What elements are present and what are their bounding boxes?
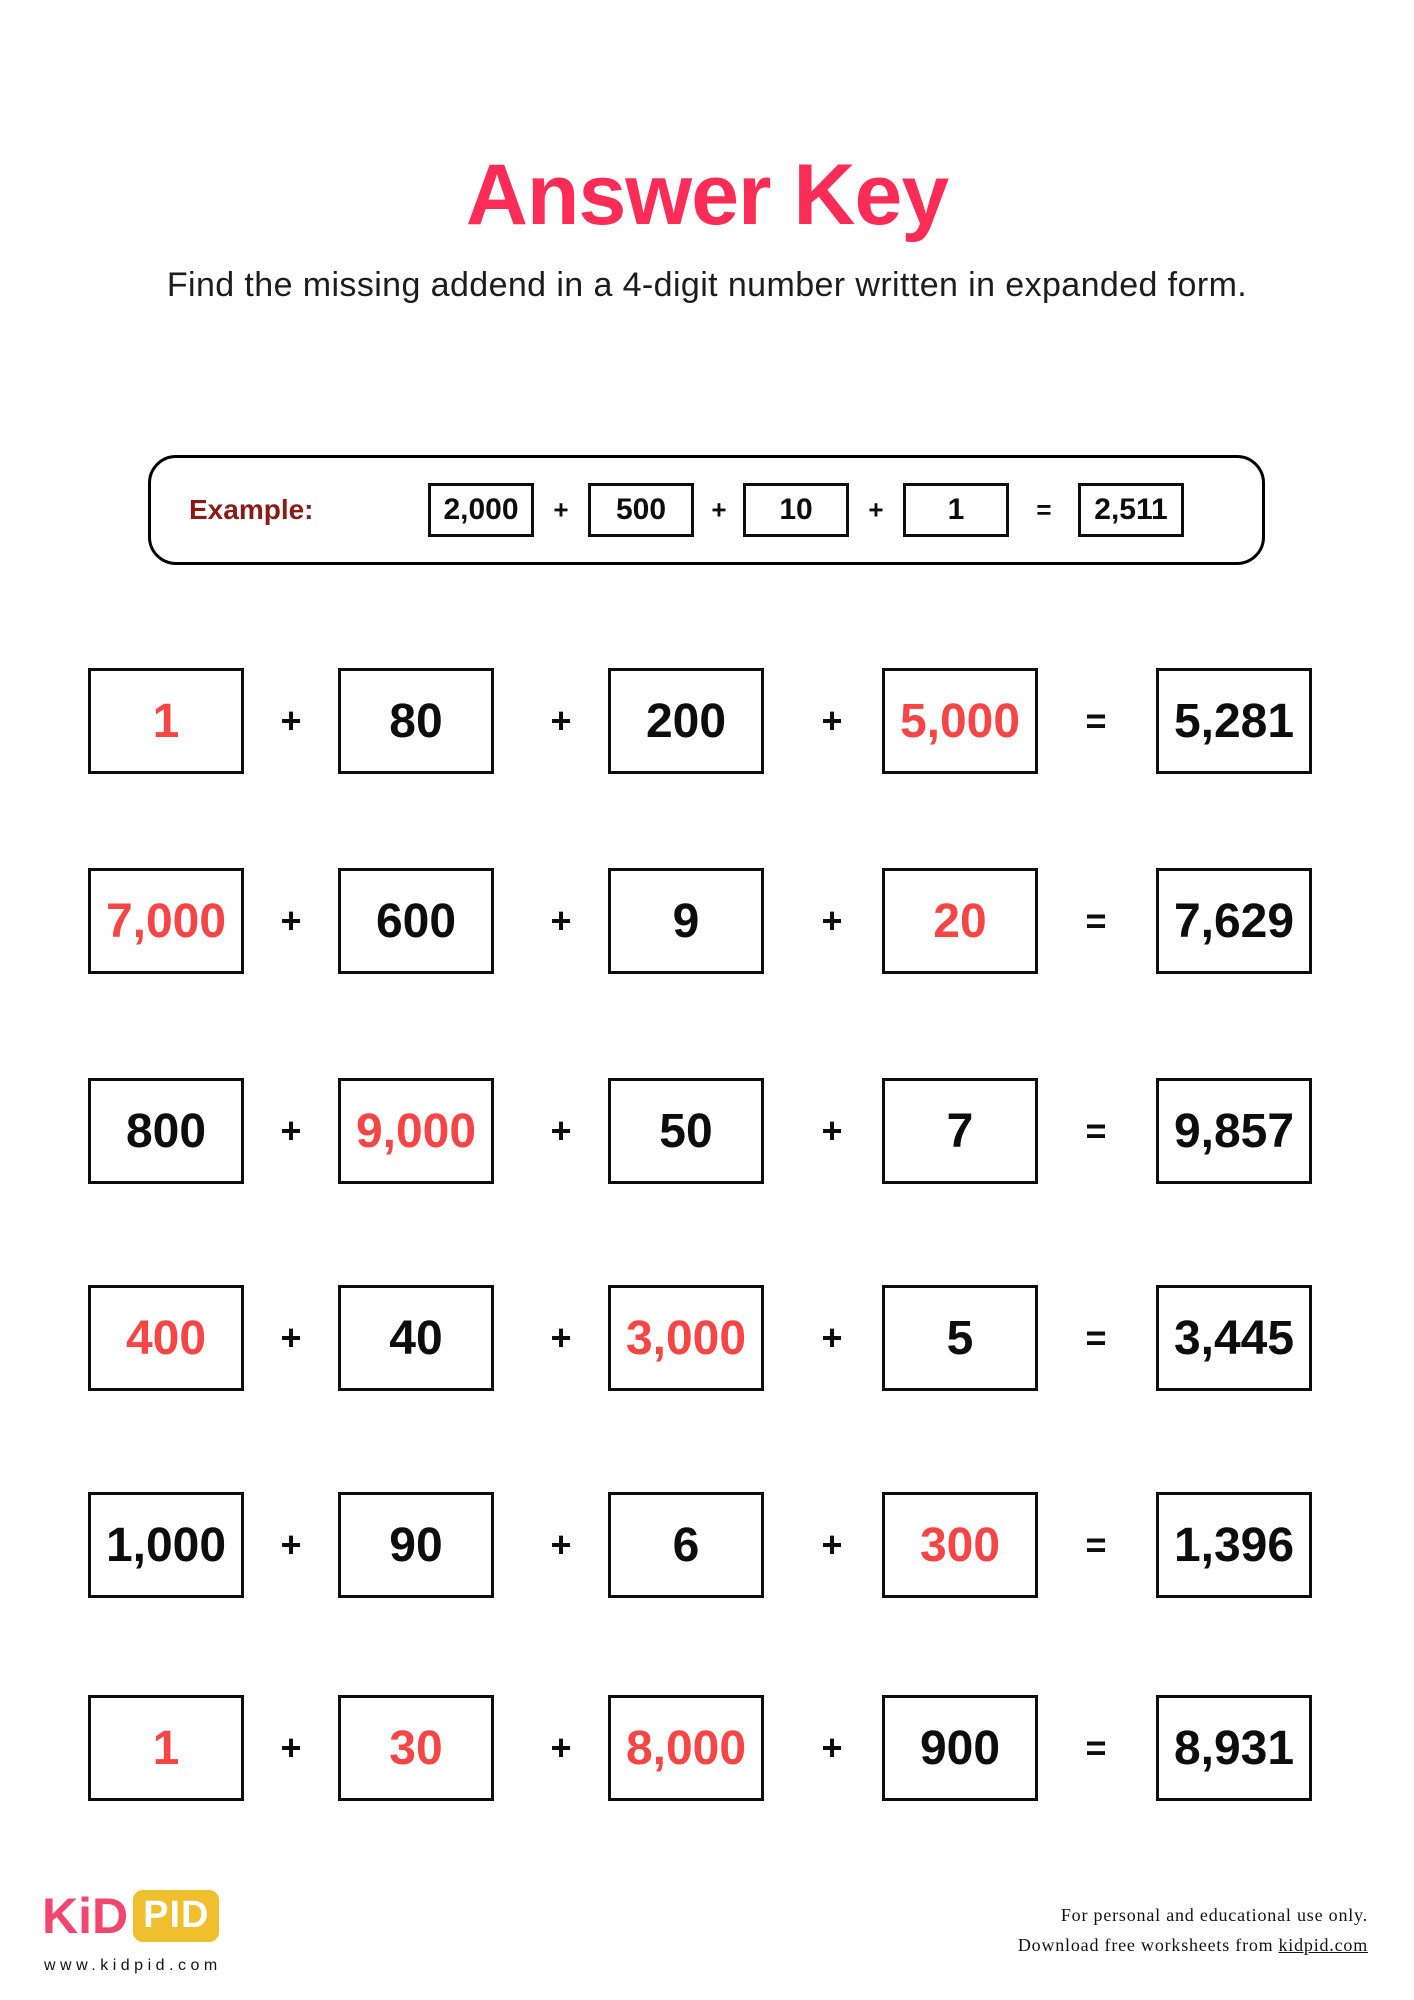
plus-sign: +: [821, 700, 843, 741]
sum-box: 3,445: [1156, 1285, 1312, 1391]
plus-sign: +: [550, 1110, 572, 1151]
example-box: [148, 455, 1265, 565]
missing-addend-box: 7,000: [88, 868, 244, 974]
plus-sign: +: [868, 494, 884, 525]
page-title: Answer Key: [465, 147, 949, 243]
given-addend-box: 50: [608, 1078, 764, 1184]
plus-sign: +: [280, 900, 302, 941]
missing-addend-box: 5,000: [882, 668, 1038, 774]
plus-sign: +: [550, 700, 572, 741]
missing-addend-box: 30: [338, 1695, 494, 1801]
logo-kid-text: KiD: [42, 1888, 129, 1944]
problem-row: [0, 1695, 1414, 1801]
website-url: www.kidpid.com: [44, 1957, 222, 1974]
license-line-2-text: Download free worksheets from: [1017, 1935, 1274, 1955]
equals-sign: =: [1085, 1727, 1107, 1768]
plus-sign: +: [280, 1524, 302, 1565]
plus-sign: +: [550, 1524, 572, 1565]
plus-sign: +: [280, 1727, 302, 1768]
given-addend-box: 200: [608, 668, 764, 774]
plus-sign: +: [550, 1317, 572, 1358]
problem-row: [0, 1492, 1414, 1598]
given-addend-box: 6: [608, 1492, 764, 1598]
given-addend-box: 5: [882, 1285, 1038, 1391]
plus-sign: +: [821, 900, 843, 941]
equals-sign: =: [1036, 494, 1052, 525]
given-addend-box: 40: [338, 1285, 494, 1391]
plus-sign: +: [280, 700, 302, 741]
equals-sign: =: [1085, 1317, 1107, 1358]
missing-addend-box: 300: [882, 1492, 1038, 1598]
plus-sign: +: [553, 494, 569, 525]
sum-box: 9,857: [1156, 1078, 1312, 1184]
example-term-box: 2,000: [428, 483, 534, 537]
sum-box: 7,629: [1156, 868, 1312, 974]
problem-row: [0, 868, 1414, 974]
given-addend-box: 90: [338, 1492, 494, 1598]
sum-box: 1,396: [1156, 1492, 1312, 1598]
problem-row: [0, 668, 1414, 774]
license-line-1: For personal and educational use only.: [1060, 1905, 1368, 1925]
kidpid-link[interactable]: kidpid.com: [1278, 1935, 1368, 1955]
equals-sign: =: [1085, 700, 1107, 741]
plus-sign: +: [821, 1317, 843, 1358]
missing-addend-box: 20: [882, 868, 1038, 974]
given-addend-box: 1,000: [88, 1492, 244, 1598]
example-term-box: 10: [743, 483, 849, 537]
equals-sign: =: [1085, 900, 1107, 941]
given-addend-box: 9: [608, 868, 764, 974]
plus-sign: +: [550, 900, 572, 941]
sum-box: 5,281: [1156, 668, 1312, 774]
missing-addend-box: 3,000: [608, 1285, 764, 1391]
example-result-box: 2,511: [1078, 483, 1184, 537]
plus-sign: +: [821, 1727, 843, 1768]
given-addend-box: 600: [338, 868, 494, 974]
missing-addend-box: 400: [88, 1285, 244, 1391]
example-term-box: 1: [903, 483, 1009, 537]
missing-addend-box: 8,000: [608, 1695, 764, 1801]
problem-row: [0, 1078, 1414, 1184]
given-addend-box: 7: [882, 1078, 1038, 1184]
plus-sign: +: [550, 1727, 572, 1768]
given-addend-box: 900: [882, 1695, 1038, 1801]
plus-sign: +: [821, 1110, 843, 1151]
license-note: [1018, 1900, 1368, 1960]
missing-addend-box: 1: [88, 668, 244, 774]
plus-sign: +: [711, 494, 727, 525]
instruction-text: Find the missing addend in a 4-digit number written in expanded form.: [166, 266, 1248, 304]
missing-addend-box: 1: [88, 1695, 244, 1801]
equals-sign: =: [1085, 1110, 1107, 1151]
equals-sign: =: [1085, 1524, 1107, 1565]
logo-pid-badge: PID: [133, 1890, 219, 1942]
license-line-2: [1018, 1930, 1368, 1960]
problem-row: [0, 1285, 1414, 1391]
missing-addend-box: 9,000: [338, 1078, 494, 1184]
plus-sign: +: [280, 1317, 302, 1358]
sum-box: 8,931: [1156, 1695, 1312, 1801]
example-label: Example:: [189, 494, 314, 525]
given-addend-box: 80: [338, 668, 494, 774]
example-term-box: 500: [588, 483, 694, 537]
plus-sign: +: [280, 1110, 302, 1151]
given-addend-box: 800: [88, 1078, 244, 1184]
plus-sign: +: [821, 1524, 843, 1565]
kidpid-logo: [42, 1890, 219, 1942]
